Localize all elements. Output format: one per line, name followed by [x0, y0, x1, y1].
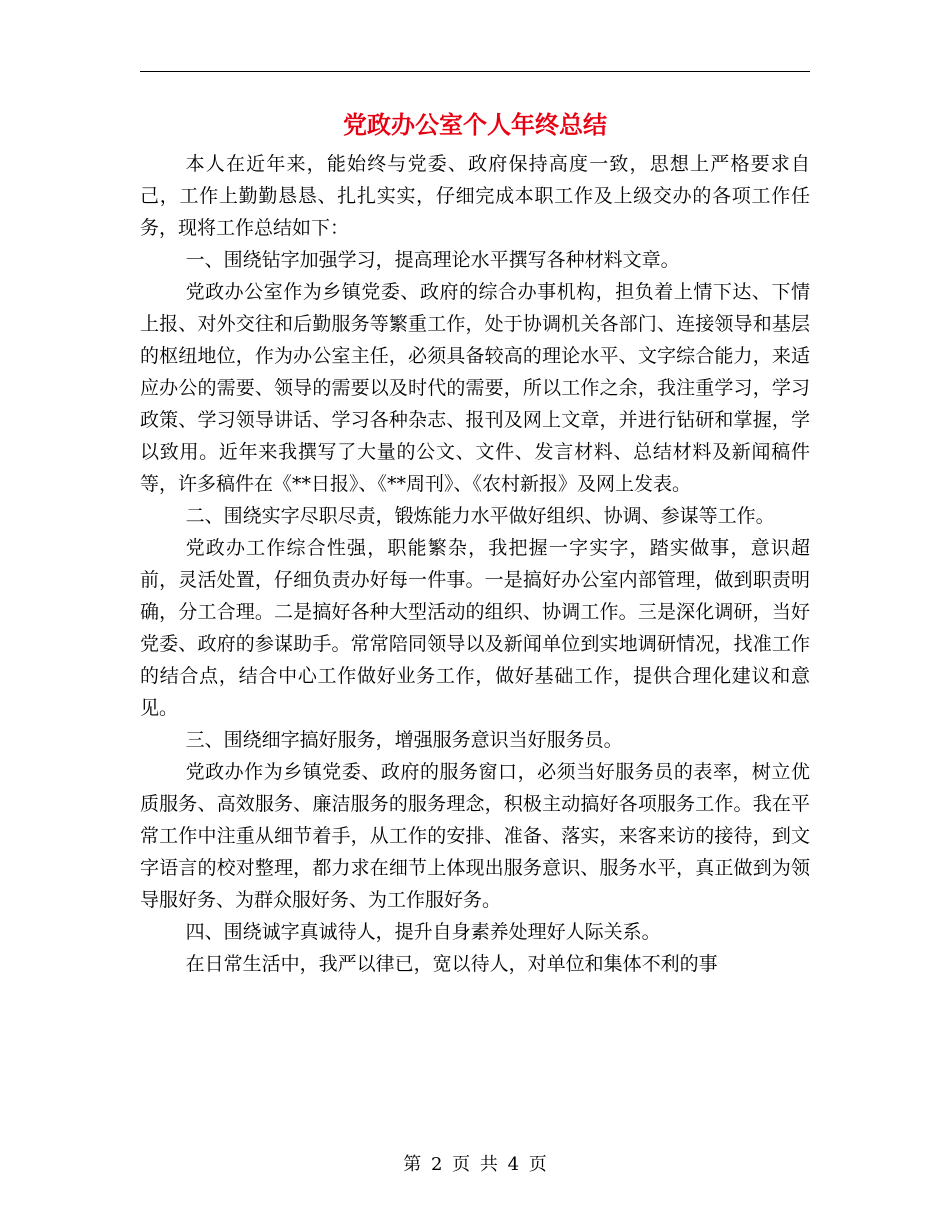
paragraph-section-2: 党政办工作综合性强，职能繁杂，我把握一字实字，踏实做事，意识超前，灵活处置，仔细负责办好每一件事。一是搞好办公室内部管理，做到职责明确，分工合理。二是搞好各种大型活动的组织、协调工作。三是深化调研，当好党委、政府的参谋助手。常常陪同领导以及新闻单位到实地调研情况，找准工作的结合点，结合中心工作做好业务工作，做好基础工作，提供合理化建议和意见。 — [140, 537, 810, 719]
document-title: 党政办公室个人年终总结 — [343, 110, 607, 139]
section-heading-2: 二、围绕实字尽职尽责，锻炼能力水平做好组织、协调、参谋等工作。 — [185, 505, 775, 527]
document-body — [140, 148, 810, 980]
section-heading-1: 一、围绕钻字加强学习，提高理论水平撰写各种材料文章。 — [185, 249, 680, 271]
paragraph-intro: 本人在近年来，能始终与党委、政府保持高度一致，思想上严格要求自己，工作上勤勤恳恳、扎扎实实，仔细完成本职工作及上级交办的各项工作任务，现将工作总结如下： — [140, 153, 810, 239]
header-rule — [140, 71, 810, 72]
section-heading-4: 四、围绕诚字真诚待人，提升自身素养处理好人际关系。 — [185, 921, 661, 943]
paragraph-section-3: 党政办作为乡镇党委、政府的服务窗口，必须当好服务员的表率，树立优质服务、高效服务、廉洁服务的服务理念，积极主动搞好各项服务工作。我在平常工作中注重从细节着手，从工作的安排、准备、落实，来客来访的接待，到文字语言的校对整理，都力求在细节上体现出服务意识、服务水平，真正做到为领导服好务、为群众服好务、为工作服好务。 — [140, 761, 810, 911]
section-heading-3: 三、围绕细字搞好服务，增强服务意识当好服务员。 — [185, 729, 623, 751]
paragraph-section-1: 党政办公室作为乡镇党委、政府的综合办事机构，担负着上情下达、下情上报、对外交往和后勤服务等繁重工作，处于协调机关各部门、连接领导和基层的枢纽地位，作为办公室主任，必须具备较高的理论水平、文字综合能力，来适应办公的需要、领导的需要以及时代的需要，所以工作之余，我注重学习，学习政策、学习领导讲话、学习各种杂志、报刊及网上文章，并进行钻研和掌握，学以致用。近年来我撰写了大量的公文、文件、发言材料、总结材料及新闻稿件等，许多稿件在《**日报》、《**周刊》、《农村新报》及网上发表。 — [140, 281, 810, 495]
paragraph-section-4: 在日常生活中，我严以律已，宽以待人，对单位和集体不利的事 — [185, 953, 718, 975]
page-number: 第 2 页 共 4 页 — [403, 1154, 547, 1175]
